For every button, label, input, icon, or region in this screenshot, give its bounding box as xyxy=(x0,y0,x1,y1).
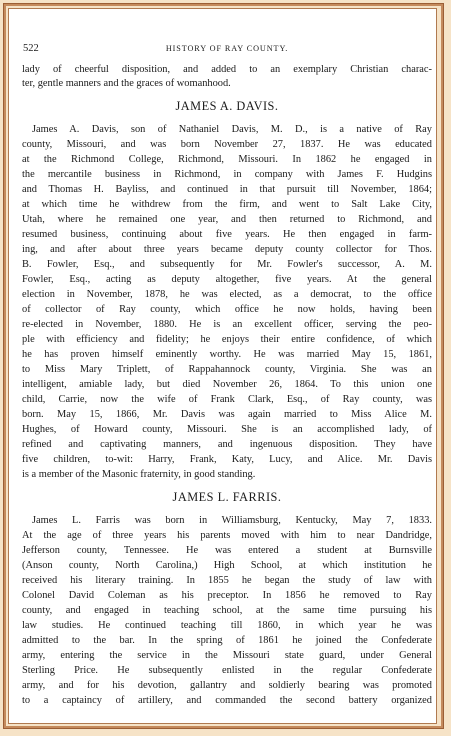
farris-line: Sterling Price. He subsequently enlisted in the regular Confederate xyxy=(22,665,432,676)
davis-line: re-elected in November, 1880. He is an excellent officer, serving the peo- xyxy=(22,319,432,330)
davis-line: is a member of the Masonic fraternity, in good standing. xyxy=(22,469,256,480)
davis-line: the mercantile business in Richmond, in company with James F. Hudgins xyxy=(22,169,432,180)
davis-line: Utah, where he remained one year, and then returned to Richmond, and xyxy=(22,214,432,225)
davis-line: child, Carrie, now the wife of Frank Clark, Esq., of Ray county, was xyxy=(22,394,432,405)
farris-line: army, and for his devotion, gallantry and soldierly bearing was promoted xyxy=(22,680,432,691)
davis-line: James A. Davis, son of Nathaniel Davis, M. D., is a native of Ray xyxy=(32,124,432,135)
davis-line: refined and captivating manners, and ingenuous disposition. They have xyxy=(22,439,432,450)
farris-line: At the age of three years his parents moved with him to near Dandridge, xyxy=(22,530,432,541)
davis-line: ple with efficiency and fidelity; he enjoys their entire confidence, of which xyxy=(22,334,432,345)
farris-line: admitted to the bar. In the spring of 1861 he joined the Confederate xyxy=(22,635,432,646)
section-title-farris: JAMES L. FARRIS. xyxy=(172,490,282,504)
farris-line: Jefferson county, Tennessee. He was entered a student at Burnsville xyxy=(22,545,432,556)
intro-line: lady of cheerful disposition, and added to an exemplary Christian charac- xyxy=(22,64,432,75)
davis-line: five children, to-wit: Harry, Frank, Katy, Lucy, and Alice. Mr. Davis xyxy=(22,454,432,465)
page-number: 522 xyxy=(23,43,39,54)
farris-line: law studies. He continued teaching till 1860, in which year he was xyxy=(22,620,432,631)
davis-line: and Thomas H. Bayliss, and continued in that pursuit till November, 1864; xyxy=(22,184,432,195)
running-head: HISTORY OF RAY COUNTY. xyxy=(165,44,289,53)
davis-line: to Miss Mary Triplett, of Rappahannock county, Virginia. She was an xyxy=(22,364,432,375)
section-title-davis: JAMES A. DAVIS. xyxy=(175,99,279,113)
davis-line: of collector of Ray county, which office he now holds, having been xyxy=(22,304,432,315)
book-page xyxy=(8,8,437,724)
davis-line: intelligent, amiable lady, but died November 26, 1864. To this union one xyxy=(22,379,432,390)
farris-line: received his literary training. In 1855 he began the study of law with xyxy=(22,575,432,586)
farris-line: James L. Farris was born in Williamsburg, Kentucky, May 7, 1833. xyxy=(32,515,432,526)
davis-line: resumed business, continuing about five years. He then engaged in farm- xyxy=(22,229,432,240)
farris-line: (Anson county, North Carolina,) High School, at which institution he xyxy=(22,560,432,571)
farris-line: county, and engaged in teaching school, at the same time pursuing his xyxy=(22,605,432,616)
davis-line: born. May 15, 1866, Mr. Davis was again married to Miss Alice M. xyxy=(22,409,432,420)
davis-line: at the Richmond College, Richmond, Missouri. In 1862 he engaged in xyxy=(22,154,432,165)
farris-line: to a captaincy of artillery, and commanded the second battery organized xyxy=(22,695,432,706)
davis-line: election in November, 1878, he was elected, as a democrat, to the office xyxy=(22,289,432,300)
page-header xyxy=(22,43,432,57)
davis-line: at which time he withdrew from the firm, and went to Salt Lake City, xyxy=(22,199,432,210)
intro-line: ter, gentle manners and the graces of womanhood. xyxy=(22,78,231,89)
davis-line: B. Fowler, Esq., and subsequently for Mr. Fowler's successor, A. M. xyxy=(22,259,432,270)
farris-line: Colonel David Coleman as his preceptor. In 1856 he removed to Ray xyxy=(22,590,432,601)
davis-line: county, Missouri, and was born November 27, 1837. He was educated xyxy=(22,139,432,150)
davis-line: Fowler, Esq., acting as deputy altogether, five years. At the general xyxy=(22,274,432,285)
davis-line: ing, and after about three years became deputy county collector for Thos. xyxy=(22,244,432,255)
davis-line: Hughes, of Howard county, Missouri. She is an accomplished lady, of xyxy=(22,424,432,435)
farris-line: army, entering the service in the Missouri state guard, under General xyxy=(22,650,432,661)
davis-line: he has proven himself eminently worthy. He was married May 15, 1861, xyxy=(22,349,432,360)
